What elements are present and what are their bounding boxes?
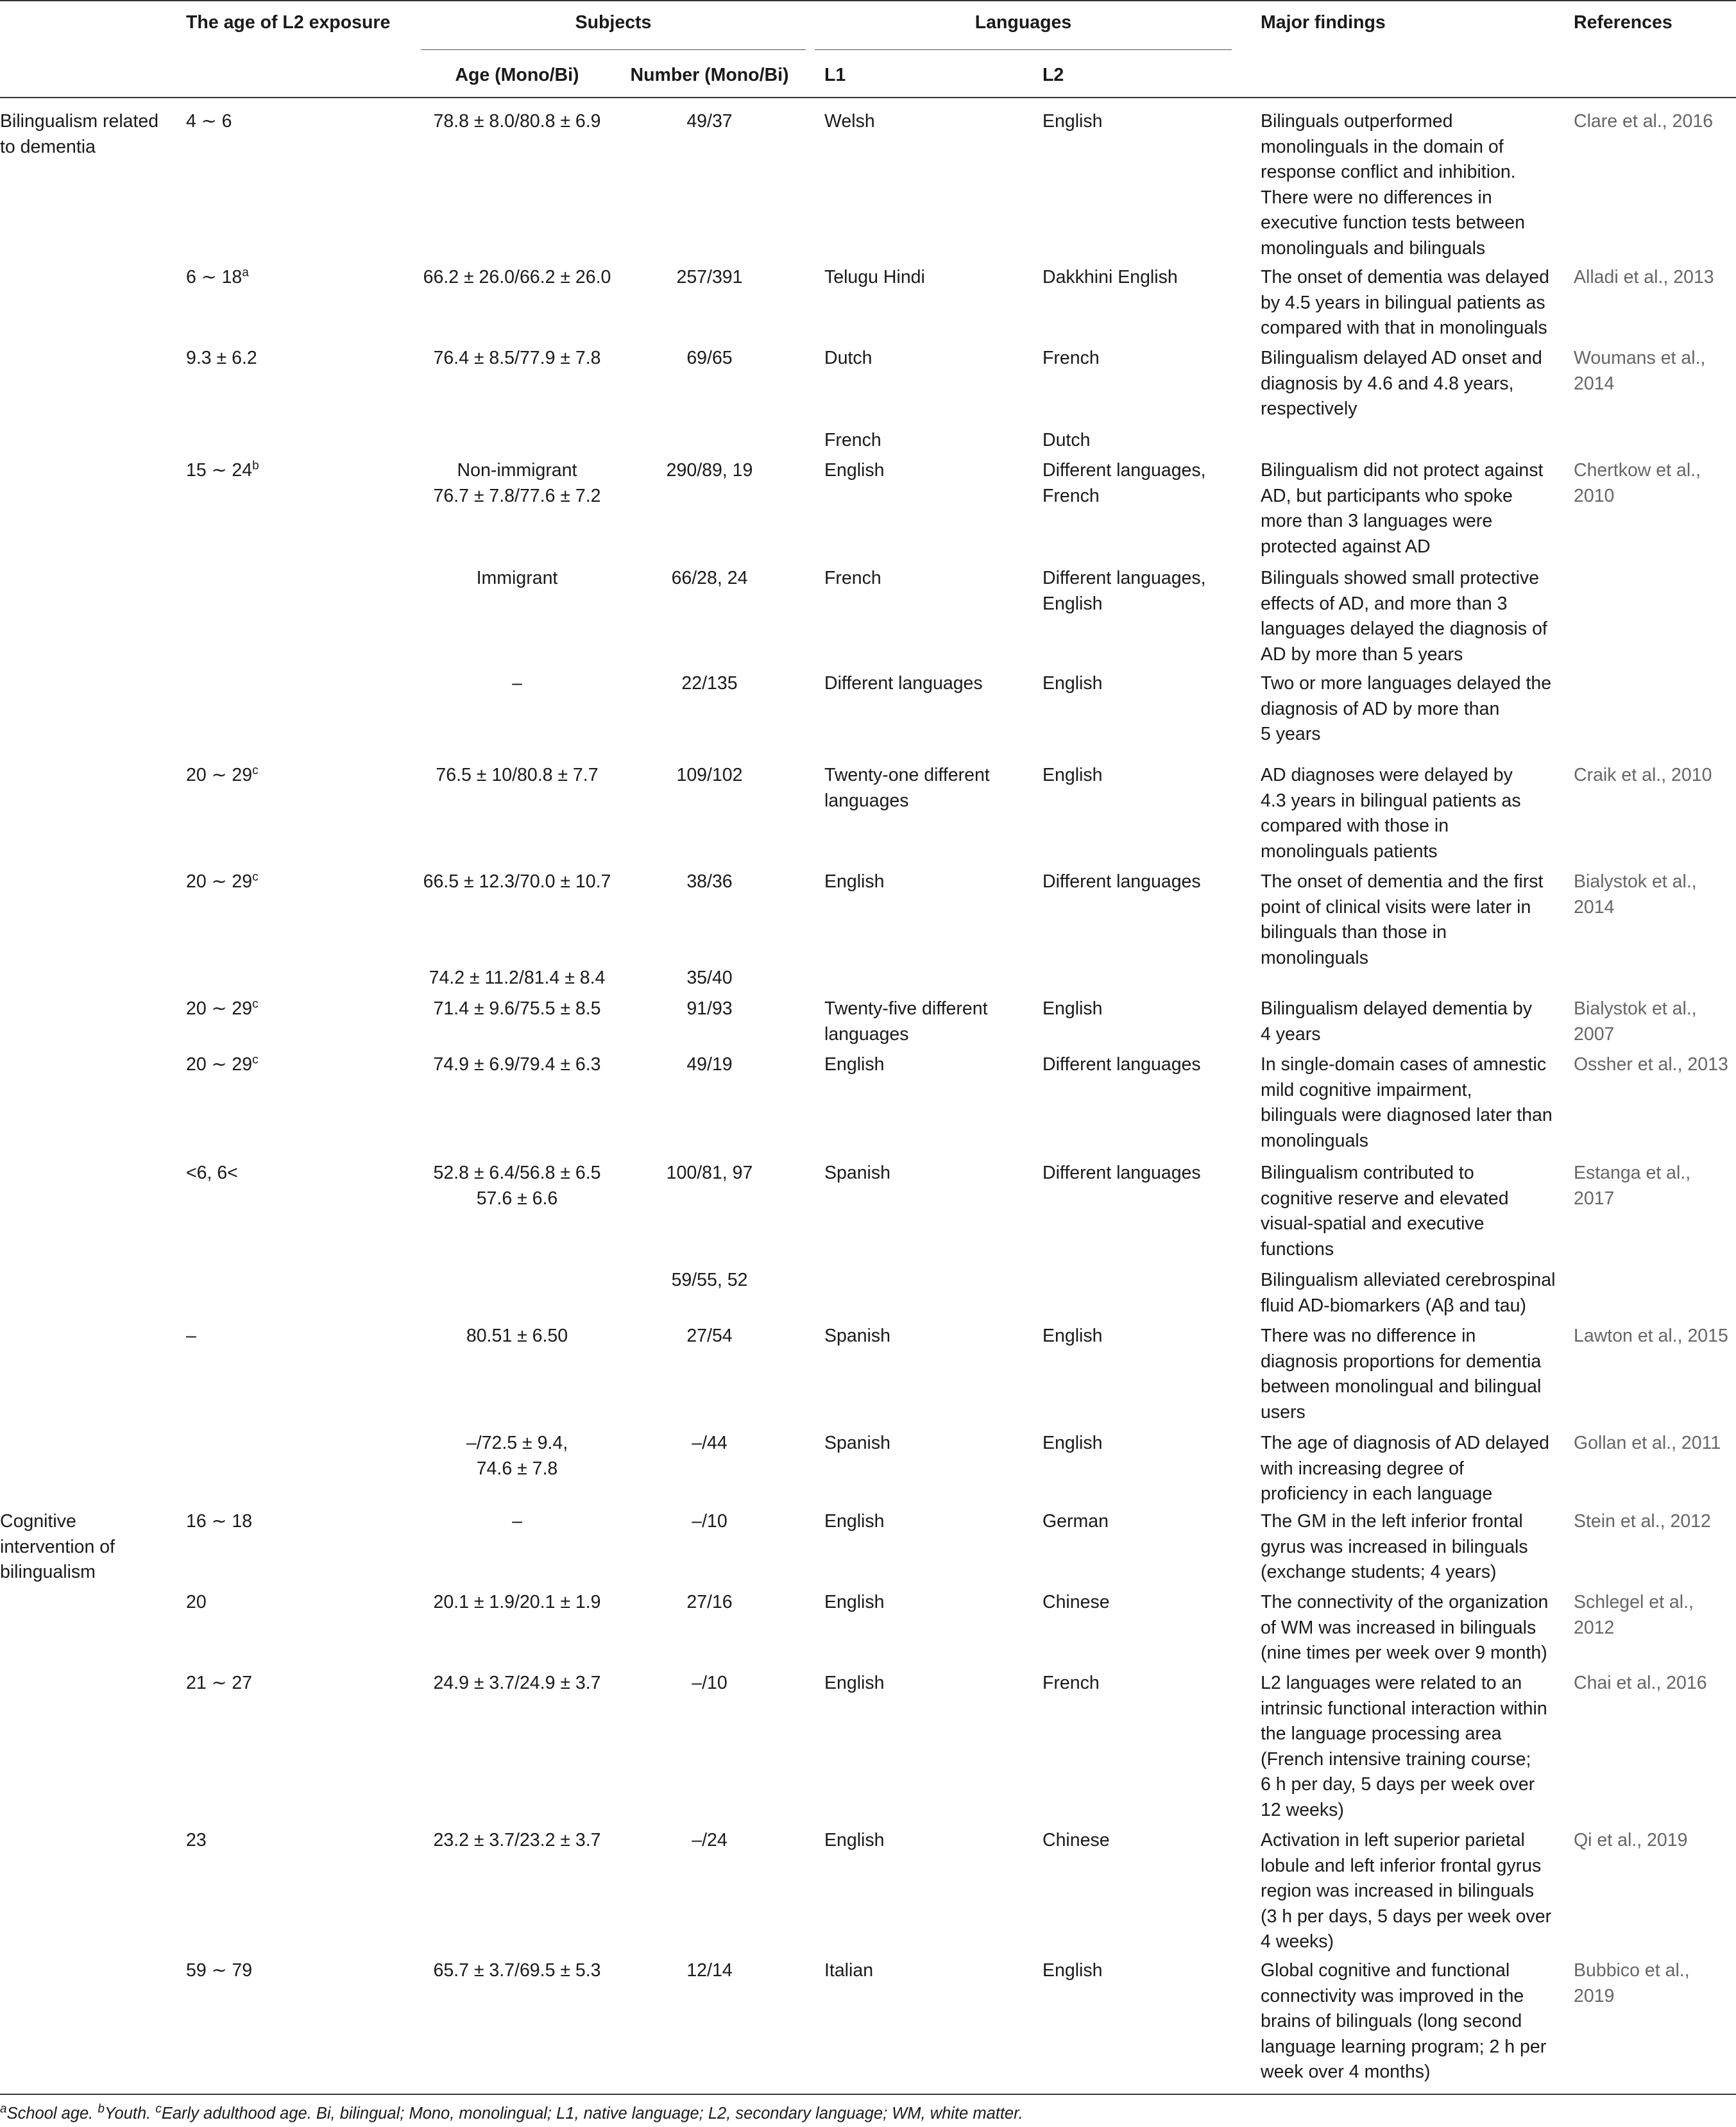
subject-age-cell (421, 1161, 613, 1211)
major-finding-cell (1261, 1828, 1562, 1955)
l2-cell (1042, 265, 1254, 291)
reference-cell (1574, 1324, 1736, 1349)
l2-exposure-age-text: 20 (186, 1592, 207, 1612)
l2-exposure-age-cell (186, 1958, 404, 1984)
subject-age-cell (421, 1671, 613, 1696)
subject-age-text: 71.4 ± 9.6/75.5 ± 8.5 (433, 998, 601, 1019)
footnote-a-text: School age. (6, 2105, 94, 2123)
l2-exposure-age-text: 20 ∼ 29 (186, 1054, 253, 1075)
major-finding-cell (1261, 109, 1562, 261)
subject-number-text: 49/37 (686, 111, 733, 132)
l1-text: English (824, 1511, 885, 1532)
l1-cell (824, 1828, 1036, 1854)
subject-number-text: 27/16 (686, 1592, 733, 1612)
subject-age-text: – (512, 673, 522, 694)
header-references: References (1574, 12, 1672, 33)
header-major-findings: Major findings (1261, 12, 1386, 33)
major-finding-text: The age of diagnosis of AD delayed with increasing degree of proficiency in each language (1261, 1433, 1549, 1504)
subject-number-cell (613, 346, 806, 372)
major-finding-text: Bilinguals showed small protective effects of AD, and more than 3 languages delayed the diagnosis of AD by more than 5 years (1261, 568, 1547, 665)
l2-exposure-age-text: 20 ∼ 29 (186, 998, 253, 1019)
major-finding-text: Bilinguals outperformed monolinguals in the domain of response conflict and inhibition. There were no differences in executive function tests between monolinguals and bilinguals (1261, 111, 1525, 259)
l2-cell (1042, 1431, 1254, 1456)
l2-text: Different languages, French (1042, 460, 1206, 506)
category-dementia: Bilingualism related to dementia (0, 111, 159, 157)
subject-number-cell (613, 265, 806, 291)
subject-number-cell (613, 458, 806, 484)
reference-cell (1574, 1509, 1736, 1535)
l2-text: English (1042, 998, 1103, 1019)
subject-age-cell (421, 1052, 613, 1078)
subject-number-cell (613, 966, 806, 991)
reference-cell (1574, 109, 1736, 135)
subject-number-cell (613, 1958, 806, 1984)
footnote (0, 2102, 1023, 2123)
subject-number-text: 109/102 (676, 765, 743, 785)
subject-age-text: 80.51 ± 6.50 (466, 1326, 568, 1346)
subject-number-text: 100/81, 97 (666, 1163, 753, 1183)
l1-cell (824, 763, 1036, 814)
subject-age-text: 23.2 ± 3.7/23.2 ± 3.7 (433, 1830, 601, 1850)
major-finding-cell (1261, 1161, 1562, 1262)
footnote-marker: b (252, 459, 259, 473)
l1-text: English (824, 1592, 885, 1612)
subject-number-text: 27/54 (686, 1326, 733, 1346)
footnote-c-text: Early adulthood age. Bi, bilingual; Mono, monolingual; L1, native language; L2, secondary language; WM, white matter. (161, 2105, 1023, 2123)
subject-age-text: –/72.5 ± 9.4, 74.6 ± 7.8 (466, 1433, 568, 1479)
subject-number-text: –/44 (692, 1433, 728, 1453)
l1-text: Welsh (824, 111, 875, 132)
subject-age-cell (421, 1431, 613, 1482)
l2-exposure-age-cell (186, 1052, 404, 1078)
l2-cell (1042, 109, 1254, 135)
l1-text: French (824, 430, 881, 450)
l1-text: Spanish (824, 1433, 890, 1453)
major-finding-text: Activation in left superior parietal lobule and left inferior frontal gyrus region was increased in bilinguals (3 h per days, 5 days per week over 4 weeks) (1261, 1830, 1552, 1952)
l1-cell (824, 869, 1036, 895)
major-finding-cell (1261, 1958, 1562, 2085)
footnote-marker: c (252, 870, 259, 884)
l2-exposure-age-cell (186, 346, 404, 372)
reference-text: Clare et al., 2016 (1574, 111, 1714, 132)
header-subjects: Subjects (575, 12, 652, 33)
header-l2: L2 (1042, 65, 1064, 85)
l1-text: English (824, 871, 885, 892)
reference-text: Qi et al., 2019 (1574, 1830, 1688, 1850)
major-finding-cell (1261, 1590, 1562, 1666)
subject-age-text: – (512, 1511, 522, 1532)
l2-text: English (1042, 1326, 1103, 1346)
l2-exposure-age-cell (186, 1671, 404, 1696)
l2-exposure-age-text: 20 ∼ 29 (186, 765, 253, 785)
major-finding-text: Global cognitive and functional connectivity was improved in the brains of bilinguals (long second language learning program; 2 h per week over 4 months) (1261, 1960, 1547, 2082)
l1-text: English (824, 1054, 885, 1075)
l1-text: Twenty-one different languages (824, 765, 990, 811)
subject-number-cell (613, 1268, 806, 1294)
major-finding-text: There was no difference in diagnosis proportions for dementia between monolingual and bilingual users (1261, 1326, 1542, 1422)
l2-cell (1042, 996, 1254, 1022)
reference-text: Schlegel et al., 2012 (1574, 1592, 1694, 1638)
subject-age-cell (421, 1828, 613, 1854)
l1-text: English (824, 1673, 885, 1693)
l2-cell (1042, 1958, 1254, 1984)
reference-cell (1574, 996, 1736, 1047)
l2-cell (1042, 1828, 1254, 1854)
subject-age-text: 78.8 ± 8.0/80.8 ± 6.9 (433, 111, 601, 132)
subject-age-text: 76.5 ± 10/80.8 ± 7.7 (436, 765, 599, 785)
subject-number-text: 59/55, 52 (671, 1270, 748, 1290)
reference-cell (1574, 458, 1736, 509)
subject-number-text: 69/65 (686, 348, 733, 368)
subject-number-text: 35/40 (686, 968, 733, 988)
l2-cell (1042, 671, 1254, 697)
l2-text: German (1042, 1511, 1109, 1532)
l2-exposure-age-text: – (186, 1326, 196, 1346)
major-finding-cell (1261, 996, 1562, 1047)
footnote-marker-b: b (98, 2102, 105, 2116)
reference-text: Woumans et al., 2014 (1574, 348, 1706, 394)
l1-cell (824, 428, 1036, 454)
l2-text: Chinese (1042, 1830, 1110, 1850)
l1-text: Spanish (824, 1163, 890, 1183)
major-finding-text: In single-domain cases of amnestic mild cognitive impairment, bilinguals were diagnosed later than monolinguals (1261, 1054, 1553, 1151)
subject-number-cell (613, 763, 806, 789)
reference-text: Gollan et al., 2011 (1574, 1433, 1721, 1453)
subject-age-text: 52.8 ± 6.4/56.8 ± 6.5 57.6 ± 6.6 (433, 1163, 601, 1209)
reference-cell (1574, 1590, 1736, 1641)
major-finding-cell (1261, 566, 1562, 667)
footnote-marker: c (252, 764, 259, 778)
major-finding-text: Bilingualism alleviated cerebrospinal fluid AD-biomarkers (Aβ and tau) (1261, 1270, 1556, 1316)
reference-cell (1574, 1431, 1736, 1456)
subject-age-text: Non-immigrant 76.7 ± 7.8/77.6 ± 7.2 (433, 460, 601, 506)
subject-number-text: –/10 (692, 1511, 728, 1532)
major-finding-text: L2 languages were related to an intrinsic functional interaction within the language processing area (French intensive training course; 6 h per day, 5 days per week over 12 weeks) (1261, 1673, 1547, 1820)
subject-number-cell (613, 671, 806, 697)
l1-cell (824, 346, 1036, 372)
l2-text: English (1042, 765, 1103, 785)
major-finding-cell (1261, 265, 1562, 341)
l2-text: English (1042, 1433, 1103, 1453)
l1-cell (824, 1431, 1036, 1456)
header-l1: L1 (824, 65, 846, 85)
l2-exposure-age-text: 6 ∼ 18 (186, 267, 243, 287)
subject-number-cell (613, 1161, 806, 1186)
subject-number-cell (613, 1828, 806, 1854)
major-finding-text: The onset of dementia and the first point of clinical visits were later in bilinguals than those in monolinguals (1261, 871, 1544, 968)
header-languages: Languages (974, 12, 1072, 33)
subject-age-cell (421, 671, 613, 697)
l2-exposure-age-text: 16 ∼ 18 (186, 1511, 253, 1532)
subject-number-text: 290/89, 19 (666, 460, 753, 481)
footnote-b-text: Youth. (104, 2105, 151, 2123)
header-age-l2-exposure: The age of L2 exposure (186, 12, 391, 33)
header-age-monobi: Age (Mono/Bi) (455, 65, 579, 85)
subject-number-text: 12/14 (686, 1960, 733, 1981)
footnote-marker: c (252, 997, 259, 1011)
reference-text: Bubbico et al., 2019 (1574, 1960, 1690, 2006)
l2-exposure-age-text: 20 ∼ 29 (186, 871, 253, 892)
l2-exposure-age-cell (186, 1590, 404, 1616)
subject-age-text: 66.5 ± 12.3/70.0 ± 10.7 (423, 871, 611, 892)
major-finding-text: Two or more languages delayed the diagnosis of AD by more than 5 years (1261, 673, 1552, 744)
l2-exposure-age-cell (186, 996, 404, 1022)
subject-number-text: 257/391 (676, 267, 743, 287)
l1-cell (824, 1509, 1036, 1535)
subject-age-cell (421, 458, 613, 509)
l1-cell (824, 265, 1036, 291)
major-finding-text: The GM in the left inferior frontal gyrus was increased in bilinguals (exchange students; 4 years) (1261, 1511, 1528, 1582)
subject-number-text: 66/28, 24 (671, 568, 748, 588)
l2-text: Different languages (1042, 1054, 1201, 1075)
subject-age-cell (421, 566, 613, 592)
l2-cell (1042, 458, 1254, 509)
header-number-monobi: Number (Mono/Bi) (630, 65, 789, 85)
l2-text: Dutch (1042, 430, 1091, 450)
l2-exposure-age-text: 23 (186, 1830, 207, 1850)
subject-age-cell (421, 265, 613, 291)
subject-age-text: 74.9 ± 6.9/79.4 ± 6.3 (433, 1054, 601, 1075)
l1-cell (824, 1324, 1036, 1349)
table-top-rule (0, 0, 1736, 1)
l1-cell (824, 1052, 1036, 1078)
l2-exposure-age-text: 9.3 ± 6.2 (186, 348, 257, 368)
l1-text: English (824, 1830, 885, 1850)
l1-cell (824, 566, 1036, 592)
l1-cell (824, 671, 1036, 697)
l2-text: Chinese (1042, 1592, 1110, 1612)
l1-text: French (824, 568, 881, 588)
major-finding-cell (1261, 671, 1562, 747)
major-finding-cell (1261, 1268, 1562, 1319)
l1-text: Twenty-five different languages (824, 998, 988, 1045)
reference-text: Estanga et al., 2017 (1574, 1163, 1691, 1209)
reference-text: Bialystok et al., 2014 (1574, 871, 1697, 918)
l2-cell (1042, 1671, 1254, 1696)
l2-cell (1042, 869, 1254, 895)
subject-age-cell (421, 346, 613, 372)
subject-age-text: 66.2 ± 26.0/66.2 ± 26.0 (423, 267, 611, 287)
subject-age-text: 20.1 ± 1.9/20.1 ± 1.9 (433, 1592, 601, 1612)
l2-exposure-age-cell (186, 458, 404, 484)
l2-cell (1042, 1052, 1254, 1078)
l2-text: Different languages, English (1042, 568, 1206, 614)
l2-text: Dakkhini English (1042, 267, 1178, 287)
footnote-marker-a: a (0, 2102, 7, 2116)
major-finding-text: The connectivity of the organization of WM was increased in bilinguals (nine times per week over 9 month) (1261, 1592, 1549, 1663)
l1-cell (824, 1958, 1036, 1984)
l2-text: English (1042, 1960, 1103, 1981)
subject-number-text: 91/93 (686, 998, 733, 1019)
major-finding-text: AD diagnoses were delayed by 4.3 years in bilingual patients as compared with those in monolinguals patients (1261, 765, 1521, 862)
l2-text: English (1042, 673, 1103, 694)
l2-exposure-age-cell (186, 265, 404, 291)
l2-cell (1042, 763, 1254, 789)
reference-cell (1574, 869, 1736, 920)
subject-number-text: 22/135 (681, 673, 738, 694)
major-finding-cell (1261, 458, 1562, 560)
subject-age-cell (421, 1324, 613, 1349)
subject-number-cell (613, 1590, 806, 1616)
subject-age-cell (421, 109, 613, 135)
subject-age-text: 76.4 ± 8.5/77.9 ± 7.8 (433, 348, 601, 368)
l2-text: French (1042, 348, 1100, 368)
l2-cell (1042, 428, 1254, 454)
major-finding-text: Bilingualism delayed dementia by 4 years (1261, 998, 1532, 1045)
subject-age-cell (421, 1958, 613, 1984)
major-finding-cell (1261, 1431, 1562, 1507)
l2-exposure-age-text: 59 ∼ 79 (186, 1960, 253, 1981)
major-finding-cell (1261, 763, 1562, 864)
category-cognitive-intervention: Cognitive intervention of bilingualism (0, 1511, 115, 1582)
subject-number-cell (613, 996, 806, 1022)
subject-number-text: 38/36 (686, 871, 733, 892)
footnote-marker: c (252, 1053, 259, 1067)
l1-cell (824, 458, 1036, 484)
header-bottom-rule (0, 97, 1736, 98)
l2-text: French (1042, 1673, 1100, 1693)
major-finding-cell (1261, 346, 1562, 422)
l1-text: Spanish (824, 1326, 890, 1346)
reference-text: Lawton et al., 2015 (1574, 1326, 1728, 1346)
subject-age-cell (421, 996, 613, 1022)
reference-cell (1574, 763, 1736, 789)
l2-exposure-age-cell (186, 109, 404, 135)
l1-cell (824, 1590, 1036, 1616)
reference-cell (1574, 346, 1736, 397)
reference-text: Bialystok et al., 2007 (1574, 998, 1697, 1045)
subject-age-cell (421, 1509, 613, 1535)
l1-text: Dutch (824, 348, 872, 368)
reference-cell (1574, 1052, 1736, 1078)
l1-cell (824, 1671, 1036, 1696)
l1-text: Telugu Hindi (824, 267, 925, 287)
l1-text: Italian (824, 1960, 874, 1981)
subject-number-cell (613, 1052, 806, 1078)
major-finding-cell (1261, 1324, 1562, 1425)
subject-age-cell (421, 763, 613, 789)
subject-number-cell (613, 869, 806, 895)
l2-cell (1042, 1324, 1254, 1349)
reference-cell (1574, 1958, 1736, 2009)
l2-cell (1042, 1161, 1254, 1186)
reference-text: Chai et al., 2016 (1574, 1673, 1707, 1693)
l2-exposure-age-text: 21 ∼ 27 (186, 1673, 253, 1693)
l2-cell (1042, 346, 1254, 372)
major-finding-cell (1261, 1509, 1562, 1585)
reference-cell (1574, 1161, 1736, 1211)
l2-exposure-age-text: <6, 6< (186, 1163, 238, 1183)
reference-text: Ossher et al., 2013 (1574, 1054, 1728, 1075)
l2-cell (1042, 1590, 1254, 1616)
subject-age-text: 65.7 ± 3.7/69.5 ± 5.3 (433, 1960, 601, 1981)
table-bottom-rule (0, 2094, 1736, 2095)
l2-cell (1042, 1509, 1254, 1535)
subject-age-text: 74.2 ± 11.2/81.4 ± 8.4 (429, 968, 606, 988)
major-finding-cell (1261, 1052, 1562, 1154)
reference-cell (1574, 1671, 1736, 1696)
subject-age-text: 24.9 ± 3.7/24.9 ± 3.7 (433, 1673, 601, 1693)
l1-cell (824, 109, 1036, 135)
reference-text: Alladi et al., 2013 (1574, 267, 1714, 287)
l2-text: English (1042, 111, 1103, 132)
reference-cell (1574, 1828, 1736, 1854)
subject-age-cell (421, 966, 613, 991)
l2-cell (1042, 566, 1254, 617)
l2-exposure-age-cell (186, 1324, 404, 1349)
subject-age-cell (421, 869, 613, 895)
l2-text: Different languages (1042, 871, 1201, 892)
subject-age-cell (421, 1590, 613, 1616)
l2-exposure-age-cell (186, 869, 404, 895)
subjects-subheader-rule (421, 49, 806, 50)
subject-number-cell (613, 1509, 806, 1535)
subject-number-text: –/24 (692, 1830, 728, 1850)
subject-number-cell (613, 109, 806, 135)
footnote-marker-c: c (155, 2102, 162, 2116)
l2-text: Different languages (1042, 1163, 1201, 1183)
major-finding-text: Bilingualism delayed AD onset and diagnosis by 4.6 and 4.8 years, respectively (1261, 348, 1542, 419)
reference-cell (1574, 265, 1736, 291)
major-finding-cell (1261, 1671, 1562, 1823)
major-finding-cell (1261, 869, 1562, 971)
l2-exposure-age-text: 4 ∼ 6 (186, 111, 232, 132)
reference-text: Craik et al., 2010 (1574, 765, 1712, 785)
l2-exposure-age-cell (186, 1161, 404, 1186)
l1-cell (824, 996, 1036, 1047)
subject-number-text: 49/19 (686, 1054, 733, 1075)
reference-text: Stein et al., 2012 (1574, 1511, 1711, 1532)
subject-age-text: Immigrant (476, 568, 558, 588)
l2-exposure-age-cell (186, 763, 404, 789)
l2-exposure-age-text: 15 ∼ 24 (186, 460, 253, 481)
l1-text: Different languages (824, 673, 983, 694)
l2-exposure-age-cell (186, 1828, 404, 1854)
l1-text: English (824, 460, 885, 481)
subject-number-cell (613, 1431, 806, 1456)
reference-text: Chertkow et al., 2010 (1574, 460, 1701, 506)
l2-exposure-age-cell (186, 1509, 404, 1535)
l1-cell (824, 1161, 1036, 1186)
subject-number-text: –/10 (692, 1673, 728, 1693)
major-finding-text: Bilingualism contributed to cognitive reserve and elevated visual-spatial and executive functions (1261, 1163, 1509, 1260)
subject-number-cell (613, 1671, 806, 1696)
footnote-marker: a (242, 266, 249, 280)
languages-subheader-rule (815, 49, 1232, 50)
major-finding-text: The onset of dementia was delayed by 4.5 years in bilingual patients as compared with that in monolinguals (1261, 267, 1549, 338)
major-finding-text: Bilingualism did not protect against AD, but participants who spoke more than 3 languages were protected against AD (1261, 460, 1544, 557)
subject-number-cell (613, 566, 806, 592)
subject-number-cell (613, 1324, 806, 1349)
